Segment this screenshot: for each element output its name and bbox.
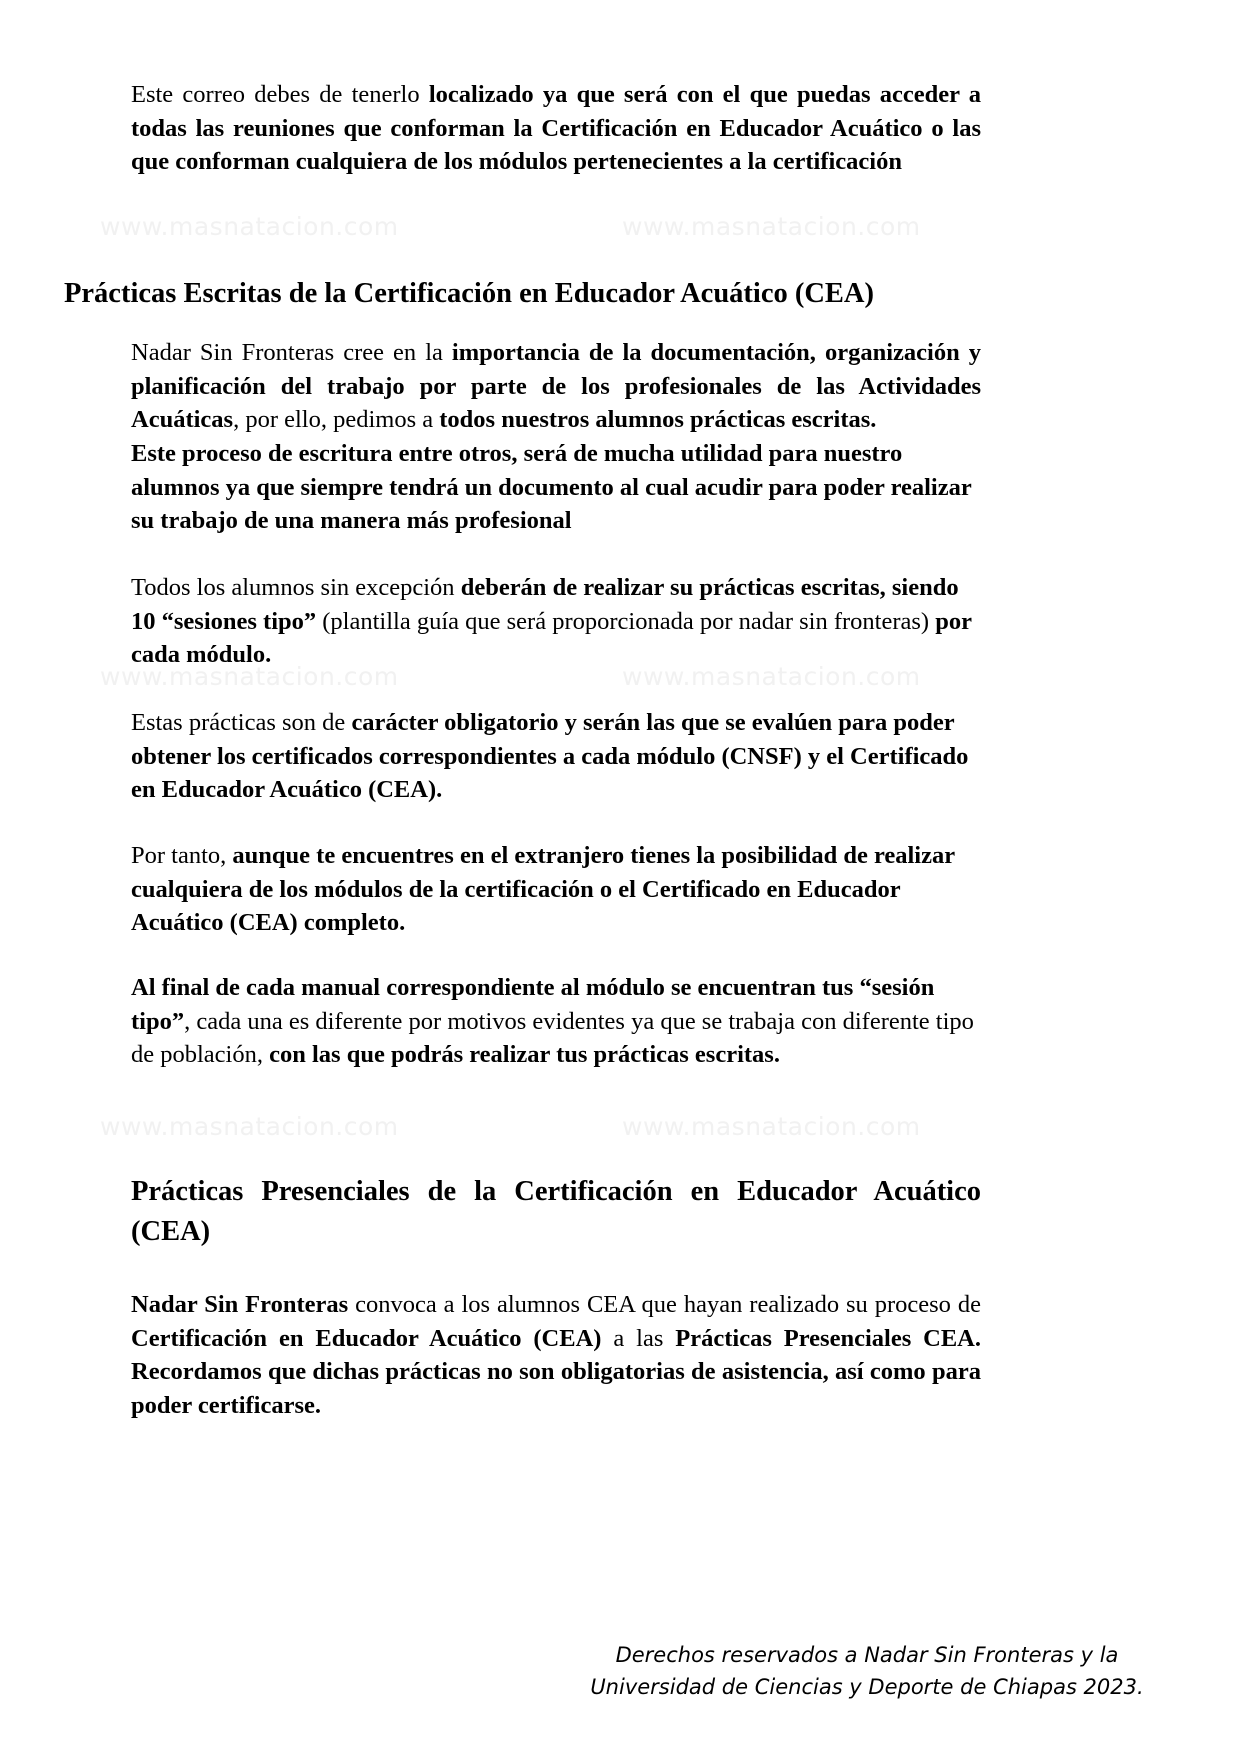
- paragraph-estas-practicas: [131, 706, 981, 807]
- paragraph-convoca-alumnos: [131, 1288, 981, 1422]
- paragraph-al-final-manual: [131, 971, 981, 1072]
- todos-segment-plain-1: Todos los alumnos sin excepción: [131, 574, 461, 601]
- intro-plain-text: Este correo debes de tenerlo: [131, 81, 429, 108]
- watermark-text: www.masnatacion.com: [100, 1112, 399, 1141]
- heading-practicas-presenciales: [131, 1172, 981, 1252]
- paragraph-proceso-escritura: [131, 437, 981, 538]
- convoca-segment-bold-1: Nadar Sin Fronteras: [131, 1291, 349, 1318]
- watermark-text: www.masnatacion.com: [100, 212, 399, 241]
- portanto-segment-plain: Por tanto,: [131, 842, 233, 869]
- alfinal-segment-plain: , cada una es diferente por motivos evidentes ya que se trabaja con diferente tipo de población,: [131, 1007, 974, 1068]
- convoca-segment-plain-2: a las: [601, 1324, 676, 1352]
- paragraph-por-tanto: [131, 839, 981, 940]
- todos-segment-bold-2: por cada módulo.: [131, 607, 972, 668]
- intro-bold-text: localizado ya que será con el que puedas acceder a todas las reuniones que conforman la Certificación en Educador Acuático o las que conforman cualquiera de los módulos pertenecientes a la certificación: [131, 81, 981, 175]
- paragraph-nsf-documentacion: [131, 336, 981, 437]
- footer-copyright: [547, 1639, 1187, 1703]
- portanto-segment-bold: aunque te encuentres en el extranjero tienes la posibilidad de realizar cualquiera de los módulos de la certificación o el Certificado en Educador Acuático (CEA) completo.: [131, 842, 955, 936]
- nsf-segment-plain-1: Nadar Sin Fronteras cree en la: [131, 339, 452, 366]
- convoca-segment-bold-2: Certificación en Educador Acuático (CEA): [131, 1324, 602, 1352]
- todos-segment-plain-2: (plantilla guía que será proporcionada por nadar sin fronteras): [316, 607, 936, 635]
- footer-line-2: Universidad de Ciencias y Deporte de Chiapas 2023.: [590, 1675, 1144, 1699]
- watermark-text: www.masnatacion.com: [622, 662, 921, 691]
- watermark-text: www.masnatacion.com: [100, 662, 399, 691]
- nsf-segment-bold-1: importancia de la documentación, organización y planificación del trabajo por parte de los profesionales de las Actividades Acuáticas: [131, 339, 981, 433]
- estas-segment-plain: Estas prácticas son de: [131, 709, 352, 736]
- todos-segment-bold-1: deberán de realizar su prácticas escritas, siendo 10 “sesiones tipo”: [131, 574, 959, 635]
- heading-text: Prácticas Escritas de la Certificación en Educador Acuático (CEA): [64, 278, 875, 309]
- paragraph-intro-correo: [131, 78, 981, 179]
- convoca-segment-plain-1: convoca a los alumnos CEA que hayan realizado su proceso de: [348, 1291, 981, 1318]
- nsf-segment-plain-2: , por ello, pedimos a: [233, 406, 440, 433]
- watermark-text: www.masnatacion.com: [622, 1112, 921, 1141]
- paragraph-todos-alumnos: [131, 571, 981, 672]
- footer-line-1: Derechos reservados a Nadar Sin Fronteras y la: [615, 1643, 1119, 1667]
- nsf-segment-bold-2: todos nuestros alumnos prácticas escritas.: [439, 406, 877, 433]
- alfinal-segment-bold-1: Al final de cada manual correspondiente al módulo se encuentran tus “sesión tipo”: [131, 974, 935, 1035]
- heading-practicas-escritas: [64, 274, 1079, 314]
- estas-segment-bold: carácter obligatorio y serán las que se evalúen para poder obtener los certificados correspondientes a cada módulo (CNSF) y el Certificado en Educador Acuático (CEA).: [131, 709, 969, 803]
- convoca-segment-bold-3: Prácticas Presenciales CEA. Recordamos que dichas prácticas no son obligatorias de asistencia, así como para poder certificarse.: [131, 1324, 981, 1419]
- watermark-text: www.masnatacion.com: [622, 212, 921, 241]
- proceso-bold-text: Este proceso de escritura entre otros, será de mucha utilidad para nuestro alumnos ya que siempre tendrá un documento al cual acudir para poder realizar su trabajo de una manera más profesional: [131, 440, 972, 534]
- heading-text: Prácticas Presenciales de la Certificación en Educador Acuático (CEA): [131, 1176, 981, 1247]
- alfinal-segment-bold-2: con las que podrás realizar tus prácticas escritas.: [269, 1041, 780, 1068]
